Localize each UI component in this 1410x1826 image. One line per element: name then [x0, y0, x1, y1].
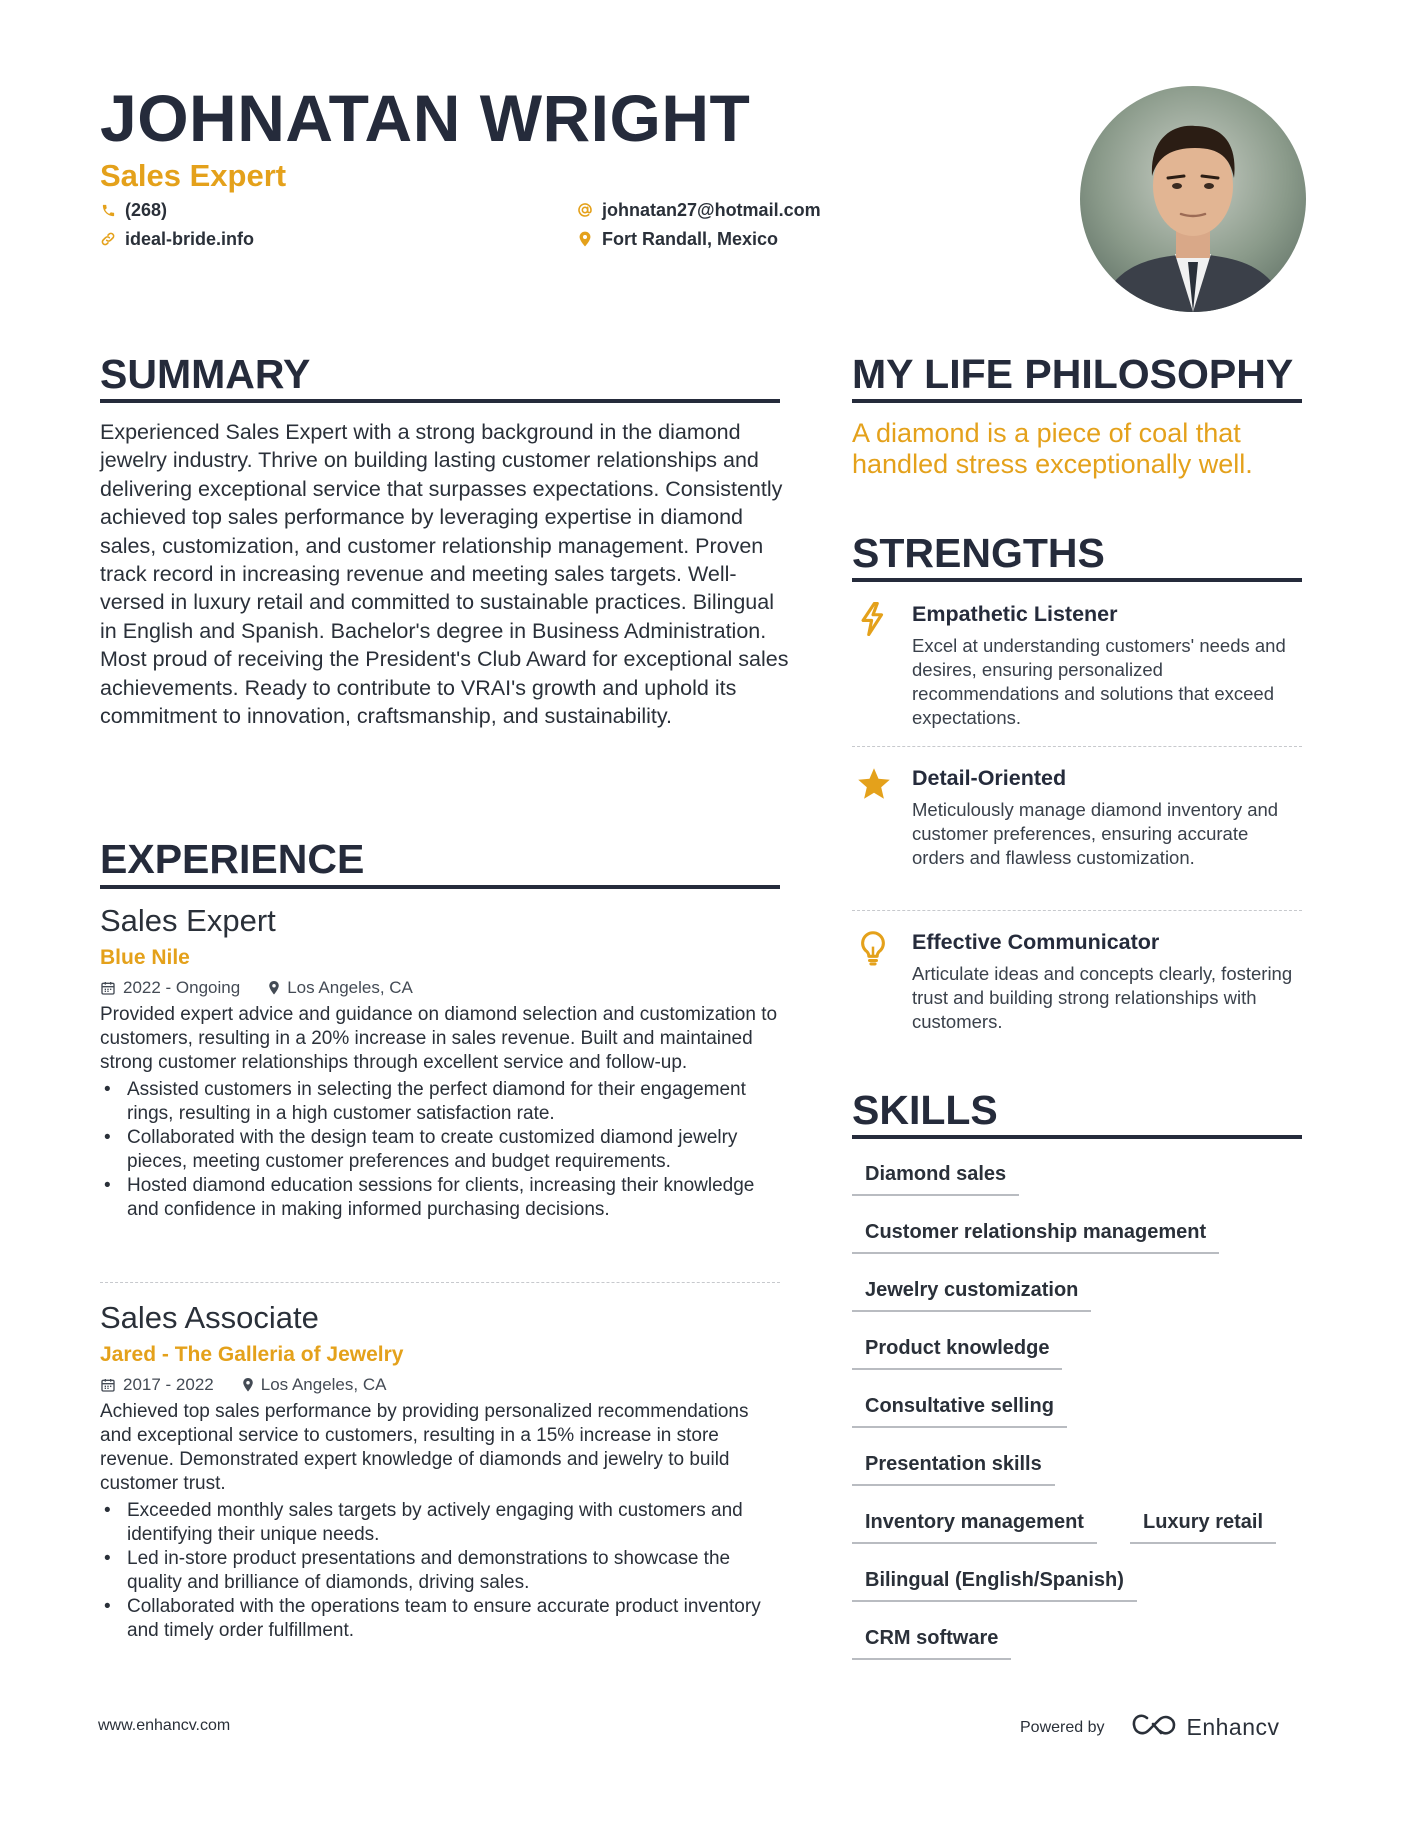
summary-divider: [100, 399, 780, 403]
brand-name[interactable]: Enhancv: [1186, 1714, 1280, 1740]
job-location-text: Los Angeles, CA: [287, 978, 413, 997]
powered-by-label: Powered by: [1020, 1718, 1105, 1736]
contact-email: [577, 198, 821, 222]
skill-tag: CRM software: [852, 1620, 1011, 1660]
experience-entry: [100, 901, 780, 1222]
email-link[interactable]: johnatan27@hotmail.com: [602, 200, 821, 220]
job-bullets: [100, 1499, 780, 1643]
strengths-title: STRENGTHS: [852, 530, 1105, 576]
strength-description: Articulate ideas and concepts clearly, fostering trust and building strong relationships with customers.: [912, 963, 1293, 1032]
job-dates-text: 2017 - 2022: [123, 1375, 214, 1394]
phone-icon: [100, 202, 116, 218]
philosophy-quote: A diamond is a piece of coal that handled stress exceptionally well.: [852, 418, 1253, 479]
enhancv-logo-icon: [1131, 1712, 1177, 1743]
skill-tag: Diamond sales: [852, 1156, 1019, 1196]
website-link[interactable]: ideal-bride.info: [125, 229, 255, 249]
skill-tag: Bilingual (English/Spanish): [852, 1562, 1137, 1602]
calendar-icon: [100, 1377, 116, 1393]
strength-item: [852, 600, 1302, 740]
lightbulb-icon: [856, 930, 890, 964]
skill-tag: Luxury retail: [1130, 1504, 1276, 1544]
location-pin-icon: [268, 980, 280, 996]
job-meta: [100, 975, 780, 1001]
job-bullet: • Led in-store product presentations and demonstrations to showcase the quality and brilliance of diamonds, driving sales.: [100, 1547, 780, 1595]
contact-location: [577, 227, 778, 251]
job-company: Blue Nile: [100, 946, 190, 969]
skill-tag: Jewelry customization: [852, 1272, 1091, 1312]
strength-separator: [852, 910, 1302, 911]
strength-title: Effective Communicator: [912, 930, 1160, 954]
footer-website-link[interactable]: www.enhancv.com: [98, 1717, 231, 1734]
job-location-text: Los Angeles, CA: [260, 1375, 387, 1394]
job-bullets: [100, 1078, 780, 1222]
profile-photo: [1080, 86, 1306, 312]
lightning-bolt-icon: [856, 602, 890, 636]
job-description: Achieved top sales performance by providing personalized recommendations and exceptional service to customers, resulting in a 15% increase in store revenue. Demonstrated expert knowledge of diamonds and jewelry to build customer trust.: [100, 1401, 749, 1494]
experience-title: EXPERIENCE: [100, 836, 365, 882]
summary-title: SUMMARY: [100, 351, 311, 397]
strength-title: Empathetic Listener: [912, 602, 1118, 626]
strength-separator: [852, 746, 1302, 747]
job-dates-text: 2022 - Ongoing: [123, 978, 241, 997]
skill-tag: Product knowledge: [852, 1330, 1062, 1370]
strength-description: Meticulously manage diamond inventory and customer preferences, ensuring accurate orders and flawless customization.: [912, 799, 1279, 868]
contact-phone: [100, 198, 167, 222]
experience-entry: [100, 1298, 780, 1643]
contact-website: [100, 227, 254, 251]
philosophy-title: MY LIFE PHILOSOPHY: [852, 351, 1294, 397]
candidate-headline: Sales Expert: [100, 158, 287, 193]
job-dates: [100, 1372, 214, 1398]
strength-description: Excel at understanding customers' needs and desires, ensuring personalized recommendations and solutions that exceed expectations.: [912, 635, 1286, 728]
job-location: [268, 975, 413, 1001]
phone-text: (268): [125, 200, 168, 220]
skill-tag: Presentation skills: [852, 1446, 1055, 1486]
summary-text: Experienced Sales Expert with a strong background in the diamond jewelry industry. Thrive on building lasting customer relationships and delivering exceptional service that surpasses expectations. Consistently achieved top sales performance by leveraging expertise in diamond sales, customization, and customer relationship management. Proven track record in increasing revenue and meeting sales targets. Well-versed in luxury retail and committed to sustainable practices. Bilingual in English and Spanish. Bachelor's degree in Business Administration. Most proud of receiving the President's Club Award for exceptional sales achievements. Ready to contribute to VRAI's growth and uphold its commitment to innovation, craftsmanship, and sustainability.: [100, 420, 789, 729]
job-description: Provided expert advice and guidance on diamond selection and customization to customers, resulting in a 20% increase in sales revenue. Built and maintained strong customer relationships through excellent service and follow-up.: [100, 1004, 778, 1073]
job-bullet: • Exceeded monthly sales targets by actively engaging with customers and identifying their unique needs.: [100, 1499, 780, 1547]
job-bullet: • Collaborated with the operations team to ensure accurate product inventory and timely order fulfillment.: [100, 1595, 780, 1643]
job-bullet: • Hosted diamond education sessions for clients, increasing their knowledge and confidence in making informed purchasing decisions.: [100, 1174, 780, 1222]
skills-divider: [852, 1135, 1302, 1139]
strength-item: [852, 928, 1302, 1048]
at-icon: [577, 202, 593, 218]
calendar-icon: [100, 980, 116, 996]
philosophy-divider: [852, 399, 1302, 403]
strengths-divider: [852, 578, 1302, 582]
job-company: Jared - The Galleria of Jewelry: [100, 1343, 404, 1366]
location-pin-icon: [577, 231, 593, 247]
footer-branding: [1020, 1712, 1280, 1743]
job-location: [242, 1372, 387, 1398]
job-meta: [100, 1372, 780, 1398]
skills-title: SKILLS: [852, 1087, 998, 1133]
job-bullet: • Collaborated with the design team to create customized diamond jewelry pieces, meeting customer preferences and budget requirements.: [100, 1126, 780, 1174]
skill-tag: Consultative selling: [852, 1388, 1067, 1428]
job-role: Sales Expert: [100, 903, 276, 938]
job-role: Sales Associate: [100, 1300, 319, 1335]
strength-item: [852, 764, 1302, 904]
link-icon: [100, 231, 116, 247]
experience-divider: [100, 885, 780, 889]
candidate-name: JOHNATAN WRIGHT: [100, 81, 751, 155]
skill-tag: Customer relationship management: [852, 1214, 1219, 1254]
location-pin-icon: [242, 1377, 254, 1393]
skill-tag: Inventory management: [852, 1504, 1097, 1544]
strength-title: Detail-Oriented: [912, 766, 1067, 790]
experience-separator: [100, 1282, 780, 1283]
star-icon: [856, 766, 890, 800]
job-bullet: • Assisted customers in selecting the perfect diamond for their engagement rings, resulting in a high customer satisfaction rate.: [100, 1078, 780, 1126]
job-dates: [100, 975, 240, 1001]
location-text: Fort Randall, Mexico: [602, 229, 779, 249]
